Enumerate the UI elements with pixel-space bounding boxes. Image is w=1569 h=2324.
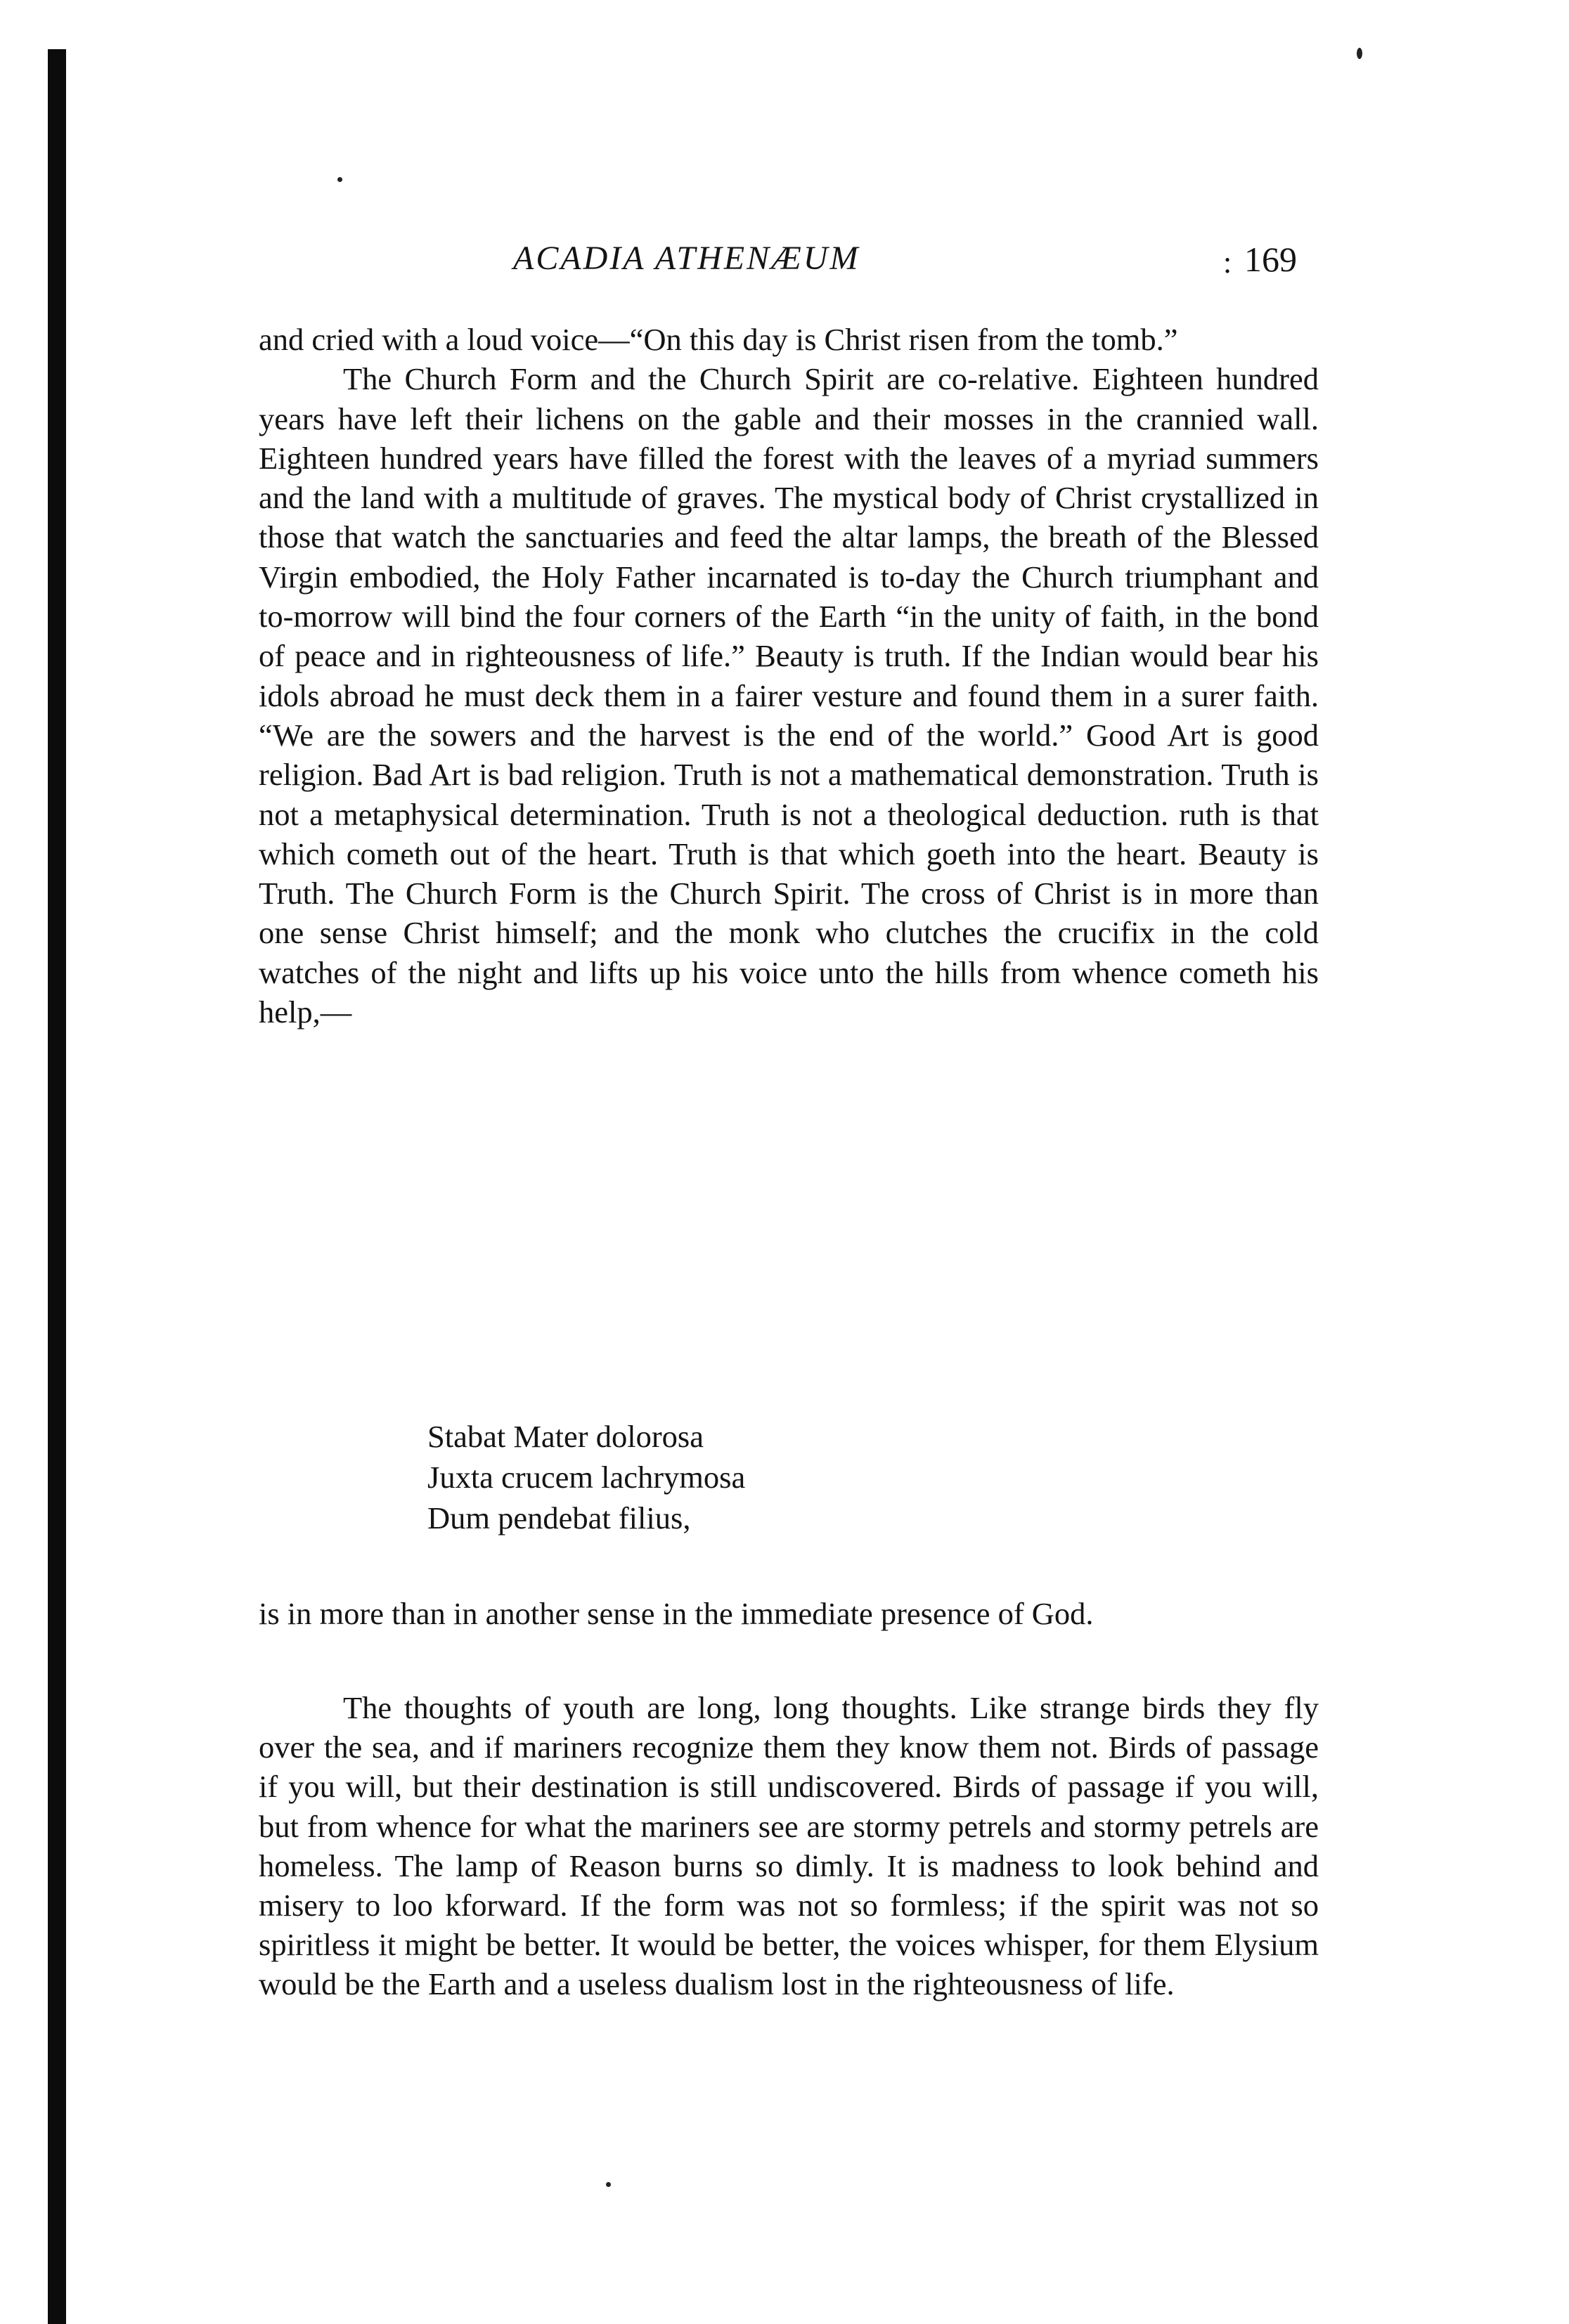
text-youth xyxy=(259,1688,1319,2004)
running-head: ACADIA ATHENÆUM xyxy=(513,240,860,277)
verse-line: Dum pendebat filius, xyxy=(427,1500,691,1536)
binding-edge xyxy=(48,49,66,2324)
paragraph-church-form: The Church Form and the Church Spirit are co-relative. Eighteen hundred years have left their lichens on the gable and their mosses in the crannied wall. Eighteen hundred years have filled the forest with the leaves of a myriad summers and the land with a multitude of graves. The mystical body of Christ crystallized in those that watch the sanctuaries and feed the altar lamps, the breath of the Blessed Virgin embodied, the Holy Father incarnated is to-day the Church triumphant and to-morrow will bind the four corners of the Earth “in the unity of faith, in the bond of peace and in righteousness of life.” Beauty is truth. If the Indian would bear his idols abroad he must deck them in a fairer vesture and found them in a surer faith. “We are the sowers and the harvest is the end of the world.” Good Art is good religion. Bad Art is bad religion. Truth is not a mathematical demonstration. Truth is not a metaphysical determination. Truth is not a theological deduction. ruth is that which cometh out of the heart. Truth is that which goeth into the heart. Beauty is Truth. The Church Form is the Church Spirit. The cross of Christ is in more than one sense Christ himself; and the monk who clutches the crucifix in the cold watches of the night and lifts up his voice unto the hills from whence cometh his help,— xyxy=(259,361,1319,1030)
page-header xyxy=(211,239,1336,288)
paragraph-presence: is in more than in another sense in the immediate presence of God. xyxy=(259,1596,1094,1631)
paragraph-youth: The thoughts of youth are long, long thoughts. Like strange birds they fly over the sea, and if mariners recognize them they know them not. Birds of passage if you will, but their destination is still undiscovered. Birds of passage if you will, but from whence for what the mariners see are stormy petrels and stormy petrels are homeless. The lamp of Reason burns so dimly. It is madness to look behind and misery to loo kforward. If the form was not so formless; if the spirit was not so spiritless it might be better. It would be better, the voices whisper, for them Elysium would be the Earth and a useless dualism lost in the righteousness of life. xyxy=(259,1690,1319,2002)
paragraph-continuation: and cried with a loud voice—“On this day is Christ risen from the tomb.” xyxy=(259,322,1178,357)
latin-verse xyxy=(427,1416,745,1538)
ink-speck xyxy=(337,177,342,182)
folio-mark: : xyxy=(1223,245,1232,280)
ink-speck xyxy=(1357,48,1362,59)
text-after-verse xyxy=(259,1594,1319,1633)
verse-line: Stabat Mater dolorosa xyxy=(427,1419,704,1454)
ink-speck xyxy=(606,2182,611,2187)
page-number: 169 xyxy=(1244,240,1297,279)
main-text xyxy=(259,320,1319,1032)
verse-line: Juxta crucem lachrymosa xyxy=(427,1460,746,1495)
